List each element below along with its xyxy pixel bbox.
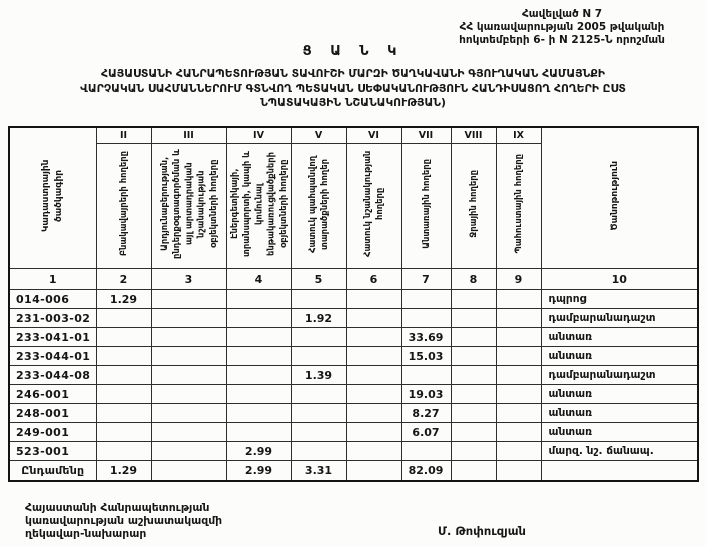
area-value-cell xyxy=(151,385,226,404)
column-header-protected-areas: Հատուկ պահպանվող տարածքների հողեր xyxy=(307,155,330,253)
area-value-cell xyxy=(151,366,226,385)
area-value-cell xyxy=(151,404,226,423)
area-value-cell: 15.03 xyxy=(401,347,451,366)
total-row xyxy=(9,461,698,482)
document-subtitle xyxy=(0,67,706,111)
area-value-cell xyxy=(496,442,541,461)
column-header-reserve: Պահուստային հողերը xyxy=(513,154,524,254)
cadastral-code: 233-044-01 xyxy=(9,347,96,366)
table-row xyxy=(9,423,698,442)
area-value-cell xyxy=(451,442,496,461)
area-value-cell xyxy=(226,290,291,309)
signature-name: Մ. Թոփուզյան xyxy=(438,524,526,538)
area-value-cell xyxy=(451,366,496,385)
area-value-cell xyxy=(96,442,151,461)
roman-numeral-V: V xyxy=(291,127,346,144)
area-value-cell xyxy=(96,423,151,442)
column-header-energy-transport: Էներգետիկայի, տրանսպորտի, կապի և կոմունալ ենթակառուցվածքների օբյեկտների հողերը xyxy=(229,151,288,257)
cadastral-code: 231-003-02 xyxy=(9,309,96,328)
area-value-cell xyxy=(346,328,401,347)
roman-numeral-VI: VI xyxy=(346,127,401,144)
cadastral-code: 523-001 xyxy=(9,442,96,461)
area-value-cell xyxy=(151,347,226,366)
area-value-cell xyxy=(451,309,496,328)
column-number-row xyxy=(9,269,698,290)
column-header-reserve-cell xyxy=(496,144,541,269)
column-number-10: 10 xyxy=(541,269,698,290)
area-value-cell xyxy=(496,309,541,328)
area-value-cell: 3.31 xyxy=(291,461,346,482)
note-cell: անտառ xyxy=(541,423,698,442)
area-value-cell: 8.27 xyxy=(401,404,451,423)
column-number-3: 3 xyxy=(151,269,226,290)
subtitle-line-3: ՆՊԱՏԱԿԱՅԻՆ ՆՇԱՆԱԿՈՒԹՅԱՆ) xyxy=(260,96,446,109)
note-cell: անտառ xyxy=(541,328,698,347)
annex-line-2: ՀՀ կառավարության 2005 թվականի xyxy=(459,21,665,33)
column-header-water-cell xyxy=(451,144,496,269)
area-value-cell xyxy=(451,385,496,404)
column-number-2: 2 xyxy=(96,269,151,290)
area-value-cell: 1.29 xyxy=(96,290,151,309)
annex-line-1: Հավելված N 7 xyxy=(521,8,603,20)
area-value-cell xyxy=(151,442,226,461)
roman-numeral-row xyxy=(9,127,698,144)
cadastral-code: 246-001 xyxy=(9,385,96,404)
area-value-cell: 2.99 xyxy=(226,461,291,482)
area-value-cell: 82.09 xyxy=(401,461,451,482)
area-value-cell: 1.29 xyxy=(96,461,151,482)
signing-authority-block xyxy=(25,501,222,540)
area-value-cell xyxy=(496,366,541,385)
column-header-forest: Անտառային հողերը xyxy=(420,159,431,249)
table-row xyxy=(9,290,698,309)
column-header-industrial: Արդյունաբերության, ընդերքօգտագործման և այլ արտադրական նշանակության օբյեկտների հողերը xyxy=(159,149,218,259)
area-value-cell: 19.03 xyxy=(401,385,451,404)
area-value-cell xyxy=(451,461,496,482)
area-value-cell xyxy=(151,461,226,482)
area-value-cell xyxy=(226,385,291,404)
area-value-cell xyxy=(226,423,291,442)
column-header-water: Ջրային հողերը xyxy=(468,170,479,238)
column-header-energy-transport-cell xyxy=(226,144,291,269)
note-cell xyxy=(541,461,698,482)
area-value-cell xyxy=(346,423,401,442)
area-value-cell xyxy=(96,347,151,366)
column-header-protected-areas-cell xyxy=(291,144,346,269)
column-number-8: 8 xyxy=(451,269,496,290)
column-number-9: 9 xyxy=(496,269,541,290)
area-value-cell: 6.07 xyxy=(401,423,451,442)
column-number-6: 6 xyxy=(346,269,401,290)
column-header-special-purpose: Հատուկ նշանակության հողերը xyxy=(362,150,385,258)
table-body xyxy=(9,290,698,482)
roman-numeral-VIII: VIII xyxy=(451,127,496,144)
total-label: Ընդամենը xyxy=(9,461,96,482)
area-value-cell xyxy=(346,442,401,461)
area-value-cell xyxy=(226,309,291,328)
area-value-cell xyxy=(151,328,226,347)
area-value-cell xyxy=(96,328,151,347)
area-value-cell xyxy=(346,290,401,309)
area-value-cell xyxy=(496,404,541,423)
area-value-cell xyxy=(496,385,541,404)
note-cell: անտառ xyxy=(541,404,698,423)
table-row xyxy=(9,404,698,423)
area-value-cell xyxy=(451,423,496,442)
area-value-cell xyxy=(96,404,151,423)
cadastral-code: 233-041-01 xyxy=(9,328,96,347)
area-value-cell xyxy=(151,290,226,309)
table-row xyxy=(9,385,698,404)
table-row xyxy=(9,366,698,385)
subtitle-line-2: ՎԱՐՉԱԿԱՆ ՍԱՀՄԱՆՆԵՐՈՒՄ ԳՏՆՎՈՂ ՊԵՏԱԿԱՆ ՍԵՓԱԿԱՆՈՒԹՅՈՒՆ ՀԱՆԴԻՍԱՑՈՂ ՀՈՂԵՐԻ ԸՍՏ xyxy=(80,81,626,95)
area-value-cell xyxy=(451,290,496,309)
area-value-cell xyxy=(96,385,151,404)
area-value-cell xyxy=(291,404,346,423)
area-value-cell xyxy=(401,309,451,328)
area-value-cell xyxy=(496,290,541,309)
roman-numeral-II: II xyxy=(96,127,151,144)
area-value-cell xyxy=(226,347,291,366)
area-value-cell xyxy=(226,328,291,347)
area-value-cell xyxy=(451,404,496,423)
column-header-notes-cell xyxy=(541,127,698,269)
area-value-cell xyxy=(96,366,151,385)
subtitle-line-1: ՀԱՅԱՍՏԱՆԻ ՀԱՆՐԱՊԵՏՈՒԹՅԱՆ ՏԱՎՈՒՇԻ ՄԱՐԶԻ ԾԱՂԿԱՎԱՆԻ ԳՅՈՒՂԱԿԱՆ ՀԱՄԱՅՆՔԻ xyxy=(101,67,605,80)
land-parcels-table xyxy=(8,126,699,482)
note-cell: մարզ. նշ. ճանապ. xyxy=(541,442,698,461)
column-header-cadastral-code-cell xyxy=(9,127,96,269)
area-value-cell xyxy=(226,366,291,385)
note-cell: անտառ xyxy=(541,385,698,404)
area-value-cell: 33.69 xyxy=(401,328,451,347)
area-value-cell xyxy=(451,347,496,366)
roman-numeral-IX: IX xyxy=(496,127,541,144)
area-value-cell xyxy=(346,404,401,423)
column-header-residential-cell xyxy=(96,144,151,269)
area-value-cell xyxy=(346,309,401,328)
table-row xyxy=(9,347,698,366)
area-value-cell xyxy=(401,366,451,385)
area-value-cell xyxy=(291,290,346,309)
area-value-cell: 1.92 xyxy=(291,309,346,328)
area-value-cell xyxy=(346,366,401,385)
table-row xyxy=(9,442,698,461)
cadastral-code: 233-044-08 xyxy=(9,366,96,385)
area-value-cell xyxy=(291,442,346,461)
area-value-cell xyxy=(401,442,451,461)
column-header-residential: Բնակավայրերի հողերը xyxy=(118,151,129,257)
area-value-cell: 2.99 xyxy=(226,442,291,461)
area-value-cell xyxy=(346,347,401,366)
area-value-cell xyxy=(151,423,226,442)
authority-line-1: Հայաստանի Հանրապետության xyxy=(25,501,210,514)
area-value-cell xyxy=(496,328,541,347)
column-header-notes: Ծանոթություն xyxy=(610,160,621,231)
area-value-cell xyxy=(401,290,451,309)
column-number-1: 1 xyxy=(9,269,96,290)
document-title: Ց Ա Ն Կ xyxy=(302,44,404,59)
area-value-cell xyxy=(496,461,541,482)
area-value-cell xyxy=(451,328,496,347)
column-number-7: 7 xyxy=(401,269,451,290)
area-value-cell xyxy=(346,461,401,482)
note-cell: դամբարանադաշտ xyxy=(541,309,698,328)
column-header-industrial-cell xyxy=(151,144,226,269)
area-value-cell xyxy=(226,404,291,423)
authority-line-3: ղեկավար-նախարար xyxy=(25,527,147,540)
area-value-cell xyxy=(291,385,346,404)
area-value-cell xyxy=(496,347,541,366)
cadastral-code: 014-006 xyxy=(9,290,96,309)
column-number-5: 5 xyxy=(291,269,346,290)
column-header-forest-cell xyxy=(401,144,451,269)
note-cell: անտառ xyxy=(541,347,698,366)
authority-line-2: կառավարության աշխատակազմի xyxy=(25,514,223,527)
annex-line-3: հոկտեմբերի 6- ի N 2125-Ն որոշման xyxy=(459,34,665,46)
area-value-cell xyxy=(291,423,346,442)
column-header-cadastral-code: Կադաստրային ծածկագիր xyxy=(40,159,64,232)
cadastral-code: 249-001 xyxy=(9,423,96,442)
area-value-cell xyxy=(291,328,346,347)
area-value-cell xyxy=(151,309,226,328)
area-value-cell xyxy=(496,423,541,442)
roman-numeral-IV: IV xyxy=(226,127,291,144)
area-value-cell xyxy=(96,309,151,328)
table-row xyxy=(9,328,698,347)
roman-numeral-III: III xyxy=(151,127,226,144)
column-number-4: 4 xyxy=(226,269,291,290)
area-value-cell xyxy=(346,385,401,404)
column-header-special-purpose-cell xyxy=(346,144,401,269)
annex-reference xyxy=(424,8,700,47)
cadastral-code: 248-001 xyxy=(9,404,96,423)
note-cell: դամբարանադաշտ xyxy=(541,366,698,385)
note-cell: դպրոց xyxy=(541,290,698,309)
table-row xyxy=(9,309,698,328)
area-value-cell: 1.39 xyxy=(291,366,346,385)
roman-numeral-VII: VII xyxy=(401,127,451,144)
area-value-cell xyxy=(291,347,346,366)
